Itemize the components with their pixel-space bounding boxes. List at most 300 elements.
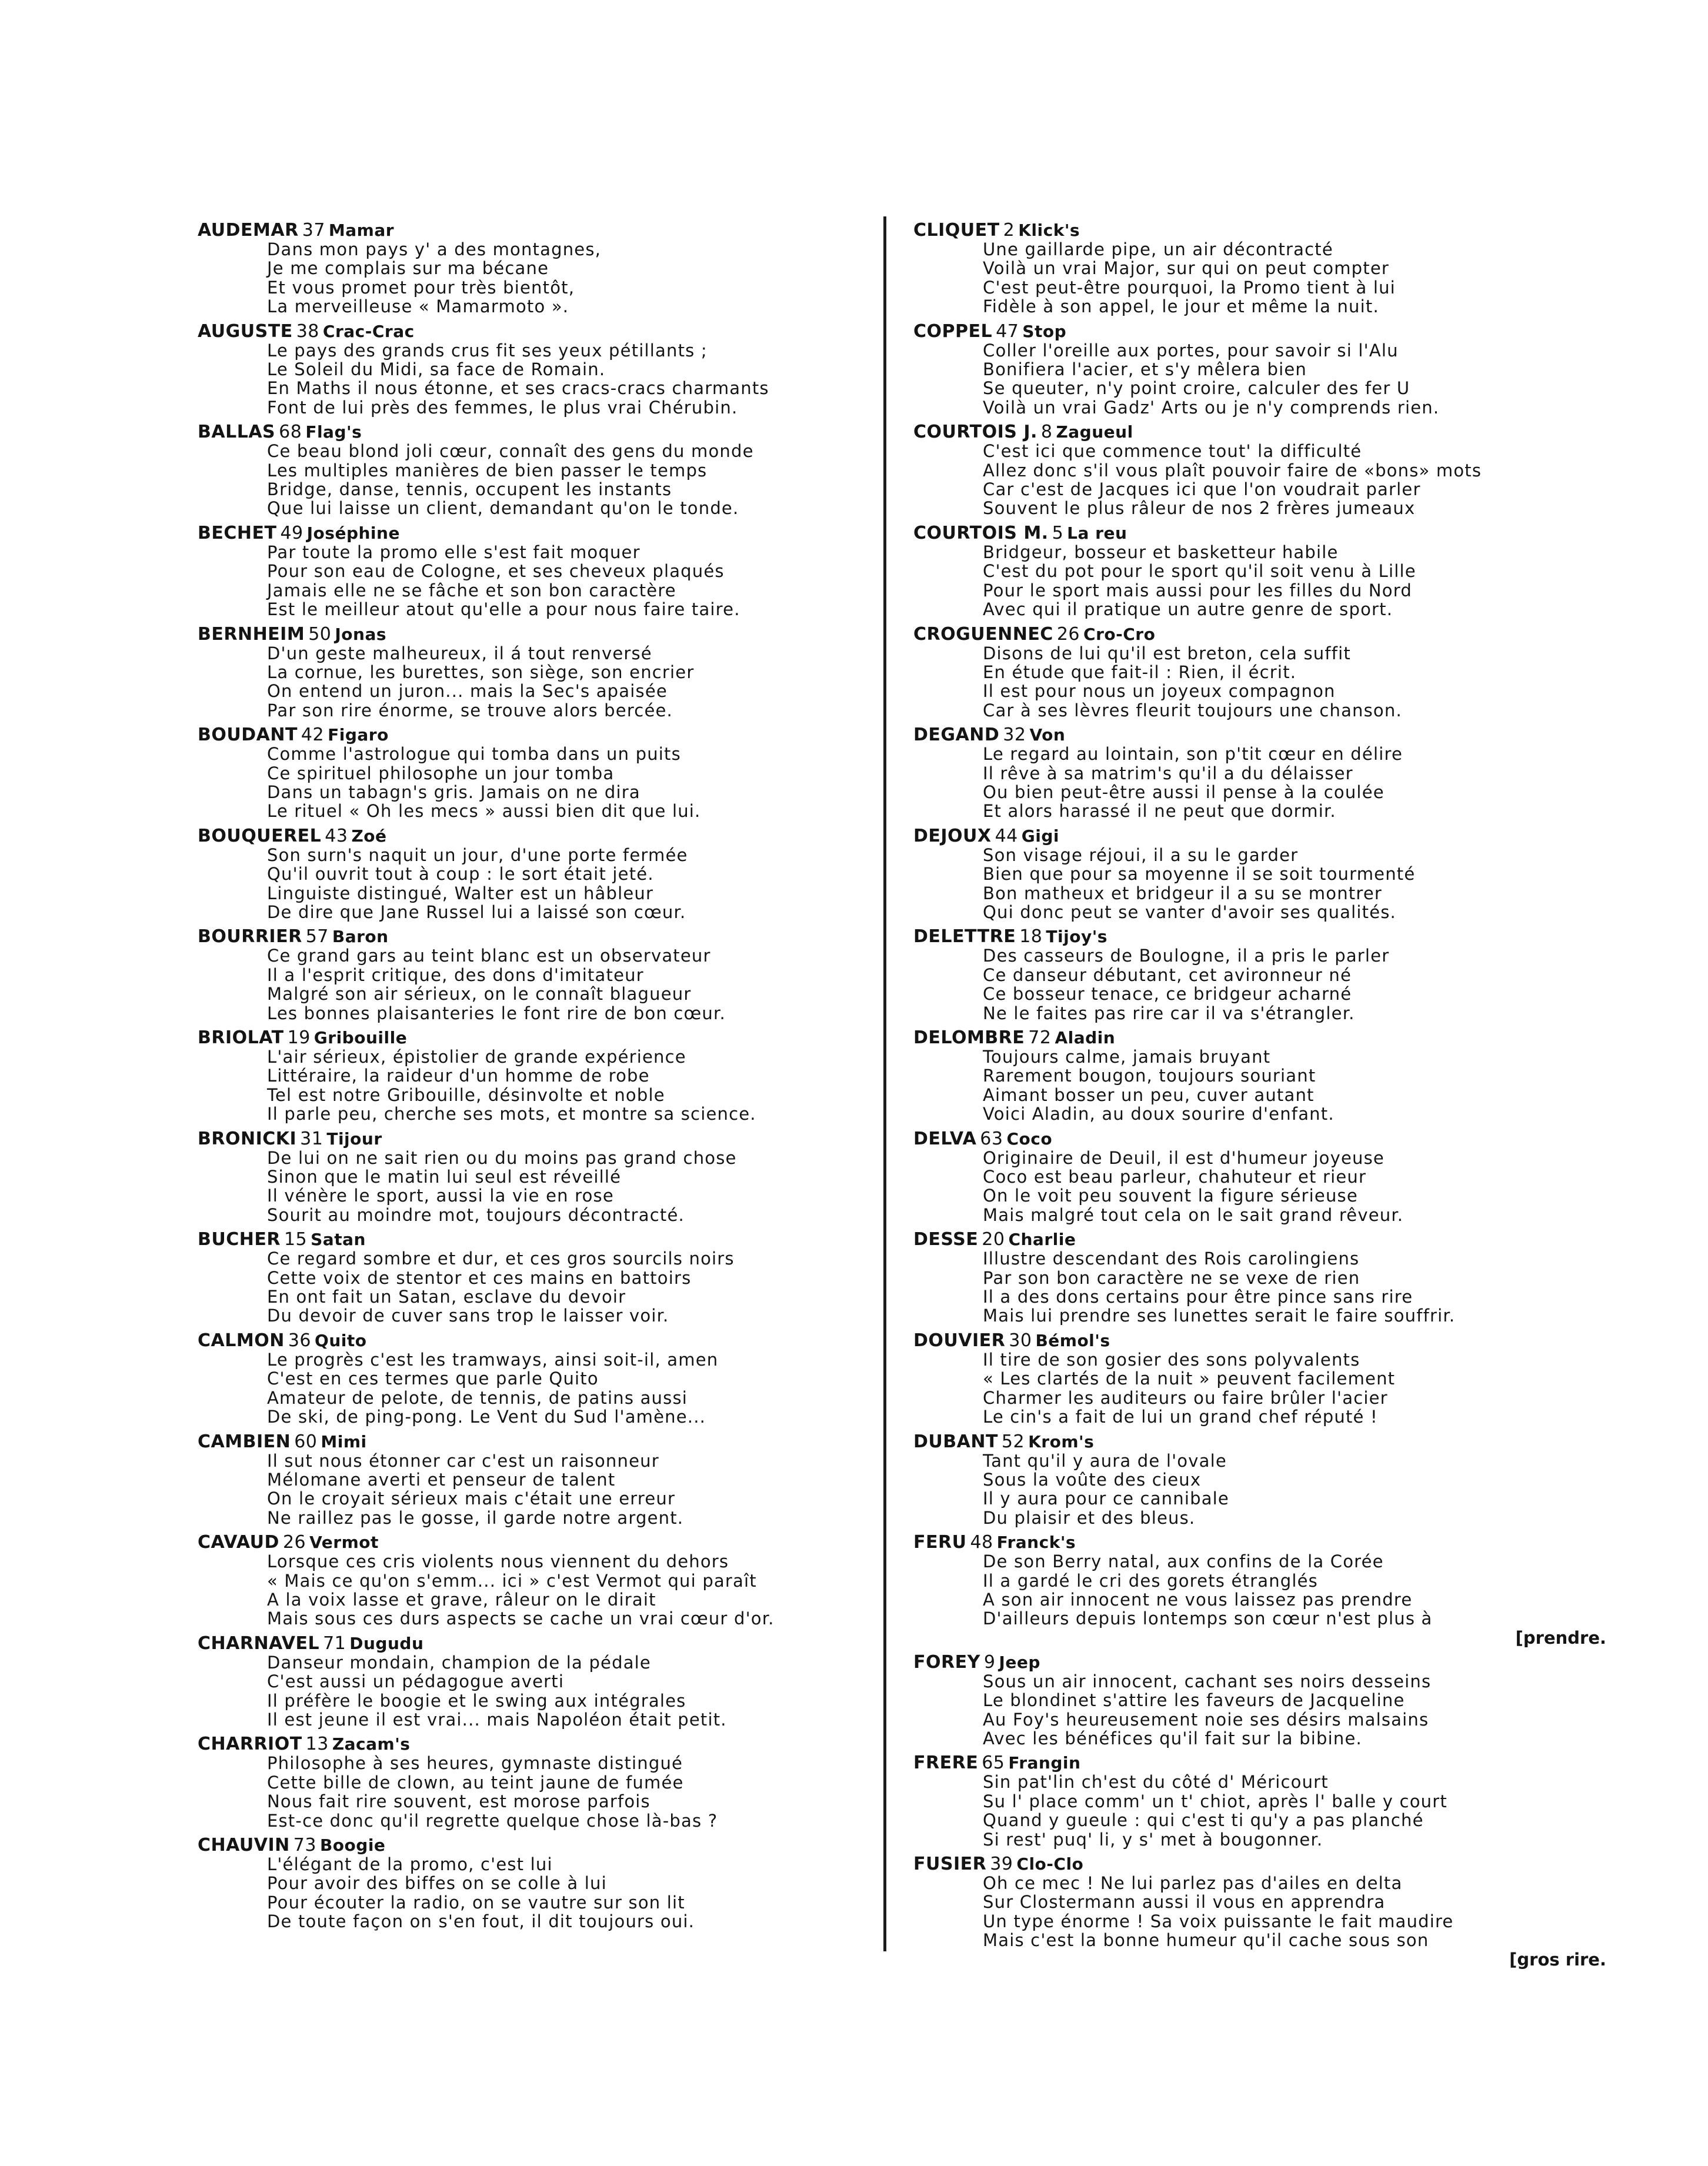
student-entry bbox=[913, 1855, 1607, 1969]
poem-line: A la voix lasse et grave, râleur on le dirait bbox=[267, 1589, 656, 1610]
poem-line: C'est ici que commence tout' la difficulté bbox=[983, 441, 1362, 462]
poem-line: Mais malgré tout cela on le sait grand rêveur. bbox=[983, 1204, 1404, 1225]
student-entry bbox=[198, 524, 892, 619]
poem-line: Par son rire énorme, se trouve alors bercée. bbox=[267, 700, 673, 720]
poem-line: C'est en ces termes que parle Quito bbox=[267, 1369, 599, 1389]
student-number: 32 bbox=[1003, 725, 1026, 746]
poem-line: Bien que pour sa moyenne il se soit tourmenté bbox=[983, 864, 1416, 885]
poem-line: Il tire de son gosier des sons polyvalents bbox=[983, 1349, 1360, 1370]
poem bbox=[198, 1754, 892, 1830]
poem-line: Si rest' puq' li, y s' met à bougonner. bbox=[983, 1829, 1323, 1850]
student-number: 36 bbox=[288, 1330, 312, 1351]
poem-line: Ce grand gars au teint blanc est un observateur bbox=[267, 946, 711, 966]
student-entry bbox=[198, 1433, 892, 1528]
poem bbox=[913, 1672, 1607, 1748]
poem-line-continuation: [gros rire. bbox=[1509, 1949, 1606, 1970]
poem-line: Sourit au moindre mot, toujours décontracté. bbox=[267, 1204, 685, 1225]
poem-line: On le voit peu souvent la figure sérieuse bbox=[983, 1186, 1358, 1206]
poem bbox=[198, 644, 892, 720]
student-entry bbox=[198, 827, 892, 922]
student-entry bbox=[198, 1029, 892, 1124]
poem bbox=[198, 240, 892, 316]
student-nickname: Gigi bbox=[1021, 826, 1059, 846]
poem bbox=[913, 341, 1607, 418]
poem bbox=[198, 442, 892, 518]
entry-heading bbox=[913, 1331, 1607, 1350]
poem-line: Le blondinet s'attire les faveurs de Jacqueline bbox=[983, 1690, 1405, 1711]
poem-line: « Mais ce qu'on s'emm... ici » c'est Vermot qui paraît bbox=[267, 1570, 757, 1591]
entry-heading bbox=[913, 625, 1607, 644]
poem-line: Lorsque ces cris violents nous viennent du dehors bbox=[267, 1551, 729, 1572]
poem-line: La cornue, les burettes, son siège, son encrier bbox=[267, 662, 695, 682]
student-number: 20 bbox=[982, 1229, 1005, 1250]
poem-line: Tant qu'il y aura de l'ovale bbox=[983, 1450, 1227, 1471]
poem bbox=[913, 1874, 1607, 1950]
poem-line: Rarement bougon, toujours souriant bbox=[983, 1066, 1316, 1086]
entry-heading bbox=[198, 1533, 892, 1552]
poem bbox=[198, 1249, 892, 1326]
student-nickname: Klick's bbox=[1018, 221, 1080, 240]
entry-heading bbox=[913, 1754, 1607, 1773]
student-surname: DESSE bbox=[913, 1229, 979, 1250]
entry-heading bbox=[198, 827, 892, 846]
student-nickname: Krom's bbox=[1028, 1431, 1095, 1451]
poem-line: Ce beau blond joli cœur, connaît des gens du monde bbox=[267, 441, 754, 462]
poem-line: Sur Clostermann aussi il vous en apprendra bbox=[983, 1892, 1386, 1913]
student-number: 9 bbox=[983, 1651, 996, 1673]
poem-line: Jamais elle ne se fâche et son bon caractère bbox=[267, 580, 676, 600]
poem-line: Un type énorme ! Sa voix puissante le fait maudire bbox=[983, 1911, 1454, 1931]
entry-heading bbox=[198, 1735, 892, 1754]
poem-line: Avec les bénéfices qu'il fait sur la bibine. bbox=[983, 1728, 1362, 1748]
poem-line: Ne le faites pas rire car il va s'étrangler. bbox=[983, 1003, 1355, 1023]
student-number: 2 bbox=[1003, 221, 1015, 241]
poem-line: Au Foy's heureusement noie ses désirs malsains bbox=[983, 1709, 1429, 1730]
poem-line: Fidèle à son appel, le jour et même la nuit. bbox=[983, 296, 1379, 317]
student-entry bbox=[198, 1230, 892, 1326]
student-nickname: Vermot bbox=[309, 1533, 379, 1553]
poem-line: Coller l'oreille aux portes, pour savoir si l'Alu bbox=[983, 340, 1399, 361]
student-number: 44 bbox=[995, 825, 1018, 846]
student-entry bbox=[198, 1836, 892, 1931]
poem-line: Ce danseur débutant, cet avironneur né bbox=[983, 964, 1352, 985]
poem bbox=[913, 644, 1607, 720]
poem-line: En étude que fait-il : Rien, il écrit. bbox=[983, 662, 1297, 682]
poem-line: De lui on ne sait rien ou du moins pas grand chose bbox=[267, 1147, 737, 1168]
poem-line: Il y aura pour ce cannibale bbox=[983, 1489, 1229, 1509]
student-number: 5 bbox=[1052, 522, 1064, 543]
student-entry bbox=[913, 1754, 1607, 1849]
poem-line: Il est pour nous un joyeux compagnon bbox=[983, 681, 1336, 702]
entry-heading bbox=[198, 524, 892, 543]
student-number: 42 bbox=[301, 725, 325, 746]
poem-line: Il rêve à sa matrim's qu'il a du délaisser bbox=[983, 763, 1353, 783]
student-number: 72 bbox=[1028, 1027, 1052, 1048]
poem bbox=[913, 1149, 1607, 1225]
student-surname: FERU bbox=[913, 1532, 967, 1553]
poem-line: Ce bosseur tenace, ce bridgeur acharné bbox=[983, 984, 1352, 1004]
poem-line: Disons de lui qu'il est breton, cela suffit bbox=[983, 643, 1351, 663]
student-nickname: Quito bbox=[315, 1330, 367, 1350]
poem-line: Il a gardé le cri des gorets étranglés bbox=[983, 1570, 1318, 1591]
student-number: 65 bbox=[982, 1753, 1005, 1774]
student-nickname: Coco bbox=[1006, 1129, 1053, 1149]
poem-line: Malgré son air sérieux, on le connaît blagueur bbox=[267, 984, 692, 1004]
poem bbox=[913, 1047, 1607, 1124]
student-entry bbox=[913, 322, 1607, 418]
student-surname: DELOMBRE bbox=[913, 1027, 1025, 1048]
poem-line: Et vous promet pour très bientôt, bbox=[267, 277, 575, 298]
student-number: 13 bbox=[305, 1734, 329, 1755]
student-surname: DEJOUX bbox=[913, 825, 992, 846]
student-entry bbox=[198, 322, 892, 418]
entry-heading bbox=[913, 1433, 1607, 1451]
student-surname: AUDEMAR bbox=[198, 221, 299, 241]
student-surname: BOUDANT bbox=[198, 725, 298, 746]
student-entry bbox=[913, 827, 1607, 922]
student-surname: COPPEL bbox=[913, 321, 993, 342]
entry-heading bbox=[198, 423, 892, 442]
student-nickname: Crac-Crac bbox=[322, 321, 415, 341]
poem-line-continuation: [prendre. bbox=[1515, 1627, 1606, 1648]
entry-heading bbox=[913, 1130, 1607, 1149]
student-entry bbox=[198, 1634, 892, 1730]
poem-line: Il sut nous étonner car c'est un raisonneur bbox=[267, 1450, 659, 1471]
student-nickname: Mimi bbox=[321, 1431, 367, 1451]
entry-heading bbox=[198, 1230, 892, 1249]
poem-line: De dire que Jane Russel lui a laissé son cœur. bbox=[267, 902, 686, 922]
student-surname: DOUVIER bbox=[913, 1330, 1006, 1351]
poem-line: Le progrès c'est les tramways, ainsi soit-il, amen bbox=[267, 1349, 719, 1370]
poem-line: Qui donc peut se vanter d'avoir ses qualités. bbox=[983, 902, 1396, 922]
student-nickname: Bémol's bbox=[1035, 1330, 1110, 1350]
poem-line: Bridgeur, bosseur et basketteur habile bbox=[983, 542, 1339, 562]
poem-line: Je me complais sur ma bécane bbox=[267, 258, 549, 279]
poem-line: Coco est beau parleur, chahuteur et rieur bbox=[983, 1167, 1367, 1187]
student-number: 8 bbox=[1040, 422, 1053, 443]
student-number: 48 bbox=[970, 1532, 993, 1553]
entry-heading bbox=[198, 1433, 892, 1451]
student-surname: BOURRIER bbox=[198, 926, 302, 947]
entry-heading bbox=[198, 726, 892, 745]
student-entry bbox=[198, 1130, 892, 1225]
poem-line: D'ailleurs depuis lontemps son cœur n'est plus à bbox=[983, 1608, 1433, 1629]
entry-heading bbox=[198, 1836, 892, 1855]
entry-heading bbox=[913, 423, 1607, 442]
student-nickname: Cro-Cro bbox=[1083, 624, 1156, 644]
student-nickname: Boogie bbox=[319, 1835, 386, 1855]
student-entry bbox=[913, 625, 1607, 720]
poem bbox=[913, 846, 1607, 922]
poem-line: Ce regard sombre et dur, et ces gros sourcils noirs bbox=[267, 1249, 735, 1269]
student-nickname: Jonas bbox=[335, 624, 387, 644]
student-nickname: Mamar bbox=[328, 221, 395, 240]
poem-line: Le cin's a fait de lui un grand chef réputé ! bbox=[983, 1407, 1378, 1427]
poem-line: Des casseurs de Boulogne, il a pris le parler bbox=[983, 946, 1390, 966]
student-surname: CHAUVIN bbox=[198, 1835, 290, 1855]
student-surname: FOREY bbox=[913, 1651, 980, 1673]
poem-line: Mélomane averti et penseur de talent bbox=[267, 1469, 616, 1490]
entry-heading bbox=[913, 1230, 1607, 1249]
student-nickname: Zagueul bbox=[1056, 422, 1133, 442]
poem bbox=[913, 543, 1607, 619]
poem-line: L'air sérieux, épistolier de grande expérience bbox=[267, 1047, 686, 1067]
poem bbox=[913, 946, 1607, 1023]
student-nickname: Baron bbox=[332, 927, 389, 947]
student-entry bbox=[913, 1331, 1607, 1427]
poem-line: Se queuter, n'y point croire, calculer des fer U bbox=[983, 378, 1410, 399]
student-nickname: Tijoy's bbox=[1046, 927, 1107, 947]
student-nickname: Gribouille bbox=[313, 1028, 408, 1047]
student-entry bbox=[913, 1029, 1607, 1124]
poem-line: Littéraire, la raideur d'un homme de robe bbox=[267, 1066, 650, 1086]
poem bbox=[198, 946, 892, 1023]
student-number: 43 bbox=[325, 825, 348, 846]
student-number: 39 bbox=[990, 1854, 1013, 1874]
poem-line: Charmer les auditeurs ou faire brûler l'acier bbox=[983, 1387, 1388, 1408]
entry-heading bbox=[198, 221, 892, 240]
poem-line: Le pays des grands crus fit ses yeux pétillants ; bbox=[267, 340, 708, 361]
poem-line: Voilà un vrai Major, sur qui on peut compter bbox=[983, 258, 1390, 279]
poem-line: C'est du pot pour le sport qu'il soit venu à Lille bbox=[983, 561, 1416, 582]
poem-line: Oh ce mec ! Ne lui parlez pas d'ailes en delta bbox=[983, 1873, 1403, 1893]
student-nickname: Franck's bbox=[996, 1533, 1076, 1553]
poem-line: Le rituel « Oh les mecs » aussi bien dit que lui. bbox=[267, 801, 701, 822]
poem-line: Le regard au lointain, son p'tit cœur en délire bbox=[983, 744, 1403, 765]
poem-line: Que lui laisse un client, demandant qu'on le tonde. bbox=[267, 498, 739, 519]
student-nickname: Satan bbox=[311, 1230, 366, 1250]
student-entry bbox=[198, 927, 892, 1023]
student-number: 49 bbox=[280, 522, 303, 543]
student-number: 38 bbox=[296, 321, 319, 342]
poem-line: Par son bon caractère ne se vexe de rien bbox=[983, 1267, 1360, 1288]
poem-line: Sin pat'lin ch'est du côté d' Méricourt bbox=[983, 1772, 1329, 1793]
student-entry bbox=[913, 1533, 1607, 1647]
poem bbox=[198, 1350, 892, 1427]
poem-line: Ce spirituel philosophe un jour tomba bbox=[267, 763, 615, 783]
entry-heading bbox=[913, 1029, 1607, 1047]
entry-heading bbox=[198, 625, 892, 644]
poem bbox=[913, 1350, 1607, 1427]
poem-line: Mais sous ces durs aspects se cache un vrai cœur d'or. bbox=[267, 1608, 775, 1629]
poem-line: Danseur mondain, champion de la pédale bbox=[267, 1652, 651, 1673]
poem bbox=[198, 1855, 892, 1931]
poem-line: En Maths il nous étonne, et ses cracs-cracs charmants bbox=[267, 378, 769, 399]
poem-line: Aimant bosser un peu, cuver autant bbox=[983, 1084, 1315, 1105]
student-number: 15 bbox=[283, 1229, 308, 1250]
poem-line: Il préfère le boogie et le swing aux intégrales bbox=[267, 1690, 686, 1711]
poem-line: C'est aussi un pédagogue averti bbox=[267, 1671, 565, 1692]
poem-line: Est le meilleur atout qu'elle a pour nous faire taire. bbox=[267, 599, 740, 620]
poem-line: Avec qui il pratique un autre genre de sport. bbox=[983, 599, 1393, 620]
poem bbox=[913, 1773, 1607, 1849]
student-surname: CAVAUD bbox=[198, 1532, 279, 1553]
poem bbox=[198, 1149, 892, 1225]
poem-line: Car c'est de Jacques ici que l'on voudrait parler bbox=[983, 479, 1421, 500]
student-nickname: Frangin bbox=[1008, 1753, 1081, 1773]
student-entry bbox=[913, 524, 1607, 619]
poem-line: Sous la voûte des cieux bbox=[983, 1469, 1202, 1490]
student-entry bbox=[198, 221, 892, 316]
poem-line: Il est jeune il est vrai... mais Napoléon était petit. bbox=[267, 1709, 727, 1730]
student-surname: FUSIER bbox=[913, 1854, 987, 1874]
student-entry bbox=[913, 221, 1607, 316]
student-surname: FRERE bbox=[913, 1753, 979, 1774]
student-entry bbox=[198, 625, 892, 720]
poem-line: De toute façon on s'en fout, il dit toujours oui. bbox=[267, 1911, 695, 1932]
student-number: 63 bbox=[980, 1128, 1003, 1149]
student-entry bbox=[198, 1331, 892, 1427]
student-number: 26 bbox=[282, 1532, 306, 1553]
entry-heading bbox=[913, 322, 1607, 341]
entry-heading bbox=[198, 1331, 892, 1350]
poem-line: Bridge, danse, tennis, occupent les instants bbox=[267, 479, 672, 500]
poem bbox=[198, 1653, 892, 1730]
poem-line: Cette voix de stentor et ces mains en battoirs bbox=[267, 1267, 692, 1288]
student-nickname: Dugudu bbox=[349, 1633, 424, 1653]
poem-line: Toujours calme, jamais bruyant bbox=[983, 1047, 1271, 1067]
poem-line: Pour avoir des biffes on se colle à lui bbox=[267, 1873, 607, 1894]
student-entry bbox=[913, 726, 1607, 821]
poem-line: Du plaisir et des bleus. bbox=[983, 1507, 1196, 1528]
student-surname: CAMBIEN bbox=[198, 1431, 291, 1452]
student-surname: DUBANT bbox=[913, 1431, 998, 1452]
poem-line: Il a des dons certains pour être pince sans rire bbox=[983, 1287, 1413, 1307]
poem-line: De son Berry natal, aux confins de la Corée bbox=[983, 1551, 1384, 1572]
poem-line: Comme l'astrologue qui tomba dans un puits bbox=[267, 744, 681, 765]
student-surname: BOUQUEREL bbox=[198, 825, 322, 846]
student-nickname: Stop bbox=[1022, 321, 1067, 341]
poem-line: Ne raillez pas le gosse, il garde notre argent. bbox=[267, 1507, 684, 1528]
student-surname: BALLAS bbox=[198, 422, 276, 443]
student-number: 47 bbox=[996, 321, 1019, 342]
poem bbox=[913, 745, 1607, 821]
student-surname: CROGUENNEC bbox=[913, 623, 1053, 645]
poem bbox=[198, 1552, 892, 1628]
poem-line: Illustre descendant des Rois carolingiens bbox=[983, 1249, 1360, 1269]
poem-line: Qu'il ouvrit tout à coup : le sort était jeté. bbox=[267, 864, 654, 885]
entry-heading bbox=[198, 1029, 892, 1047]
student-number: 31 bbox=[300, 1128, 323, 1149]
student-surname: CALMON bbox=[198, 1330, 285, 1351]
student-surname: CHARRIOT bbox=[198, 1734, 302, 1755]
student-surname: DELETTRE bbox=[913, 926, 1016, 947]
poem-line: A son air innocent ne vous laissez pas prendre bbox=[983, 1589, 1413, 1610]
student-nickname: Figaro bbox=[328, 725, 389, 745]
poem-line: Cette bille de clown, au teint jaune de fumée bbox=[267, 1772, 684, 1793]
student-number: 26 bbox=[1056, 623, 1080, 645]
student-surname: BERNHEIM bbox=[198, 623, 305, 645]
poem-line: Par toute la promo elle s'est fait moquer bbox=[267, 542, 640, 562]
poem-line: Bonifiera l'acier, et s'y mêlera bien bbox=[983, 359, 1307, 380]
entry-heading bbox=[913, 1653, 1607, 1672]
poem-line: Dans mon pays y' a des montagnes, bbox=[267, 239, 602, 259]
poem-line: Bon matheux et bridgeur il a su se montrer bbox=[983, 883, 1382, 903]
student-surname: DEGAND bbox=[913, 725, 1000, 746]
student-entry bbox=[913, 1653, 1607, 1748]
poem-line: Il vénère le sport, aussi la vie en rose bbox=[267, 1186, 614, 1206]
poem-line: La merveilleuse « Mamarmoto ». bbox=[267, 296, 569, 317]
poem-line: C'est peut-être pourquoi, la Promo tient à lui bbox=[983, 277, 1396, 298]
student-number: 73 bbox=[293, 1835, 316, 1855]
poem-line: Et alors harassé il ne peut que dormir. bbox=[983, 801, 1336, 822]
student-number: 60 bbox=[294, 1431, 318, 1452]
poem-line: Pour son eau de Cologne, et ses cheveux plaqués bbox=[267, 561, 725, 582]
poem bbox=[198, 745, 892, 821]
entry-heading bbox=[913, 1855, 1607, 1874]
entry-heading bbox=[198, 927, 892, 946]
poem-line: Amateur de pelote, de tennis, de patins aussi bbox=[267, 1387, 688, 1408]
entry-heading bbox=[198, 322, 892, 341]
student-nickname: La reu bbox=[1067, 523, 1127, 543]
poem-line: Car à ses lèvres fleurit toujours une chanson. bbox=[983, 700, 1402, 720]
poem-line: De ski, de ping-pong. Le Vent du Sud l'amène... bbox=[267, 1407, 706, 1427]
poem bbox=[198, 1047, 892, 1124]
poem-line: En ont fait un Satan, esclave du devoir bbox=[267, 1287, 626, 1307]
poem-line: On le croyait sérieux mais c'était une erreur bbox=[267, 1489, 676, 1509]
poem-line: Son visage réjoui, il a su le garder bbox=[983, 845, 1299, 865]
student-nickname: Tijour bbox=[326, 1129, 382, 1149]
poem-line: Nous fait rire souvent, est morose parfois bbox=[267, 1791, 650, 1812]
poem-line: Souvent le plus râleur de nos 2 frères jumeaux bbox=[983, 498, 1416, 519]
poem-line: Est-ce donc qu'il regrette quelque chose là-bas ? bbox=[267, 1810, 718, 1831]
student-entry bbox=[913, 1433, 1607, 1528]
poem-line: Une gaillarde pipe, un air décontracté bbox=[983, 239, 1333, 259]
poem-line: Sous un air innocent, cachant ses noirs desseins bbox=[983, 1671, 1432, 1691]
poem-line: Tel est notre Gribouille, désinvolte et noble bbox=[267, 1084, 665, 1105]
right-column bbox=[913, 221, 1607, 2009]
student-entry bbox=[913, 927, 1607, 1023]
poem-line: Mais lui prendre ses lunettes serait le faire souffrir. bbox=[983, 1306, 1456, 1326]
poem bbox=[913, 442, 1607, 518]
poem-line: L'élégant de la promo, c'est lui bbox=[267, 1854, 553, 1874]
poem-line: Quand y gueule : qui c'est ti qu'y a pas planché bbox=[983, 1810, 1424, 1831]
left-column bbox=[198, 221, 892, 2009]
student-number: 68 bbox=[279, 422, 302, 443]
poem-line: Philosophe à ses heures, gymnaste distingué bbox=[267, 1753, 683, 1774]
student-nickname: Clo-Clo bbox=[1016, 1854, 1084, 1874]
poem-line: Font de lui près des femmes, le plus vrai Chérubin. bbox=[267, 397, 738, 418]
student-number: 30 bbox=[1009, 1330, 1032, 1351]
poem-line: Du devoir de cuver sans trop le laisser voir. bbox=[267, 1306, 669, 1326]
student-surname: CHARNAVEL bbox=[198, 1633, 320, 1654]
student-surname: CLIQUET bbox=[913, 221, 1000, 241]
poem-line: Voilà un vrai Gadz' Arts ou je n'y comprends rien. bbox=[983, 397, 1440, 418]
entry-heading bbox=[913, 1533, 1607, 1552]
student-surname: BRONICKI bbox=[198, 1128, 297, 1149]
student-entry bbox=[198, 423, 892, 518]
poem-line: Originaire de Deuil, il est d'humeur joyeuse bbox=[983, 1147, 1385, 1168]
poem-line: Le Soleil du Midi, sa face de Romain. bbox=[267, 359, 606, 380]
student-surname: AUGUSTE bbox=[198, 321, 293, 342]
student-entry bbox=[913, 1230, 1607, 1326]
poem-line: Voici Aladin, au doux sourire d'enfant. bbox=[983, 1104, 1335, 1124]
student-nickname: Jeep bbox=[999, 1652, 1040, 1672]
student-number: 50 bbox=[308, 623, 332, 645]
entry-heading bbox=[913, 927, 1607, 946]
poem bbox=[913, 240, 1607, 316]
poem-line: Ou bien peut-être aussi il pense à la coulée bbox=[983, 782, 1385, 802]
poem-line: On entend un juron... mais la Sec's apaisée bbox=[267, 681, 668, 702]
poem bbox=[198, 1451, 892, 1528]
poem bbox=[198, 341, 892, 418]
entry-heading bbox=[913, 221, 1607, 240]
student-nickname: Zoé bbox=[351, 826, 387, 846]
student-entry bbox=[198, 726, 892, 821]
student-nickname: Joséphine bbox=[306, 523, 400, 543]
student-surname: BRIOLAT bbox=[198, 1027, 284, 1048]
student-surname: COURTOIS J. bbox=[913, 422, 1038, 443]
